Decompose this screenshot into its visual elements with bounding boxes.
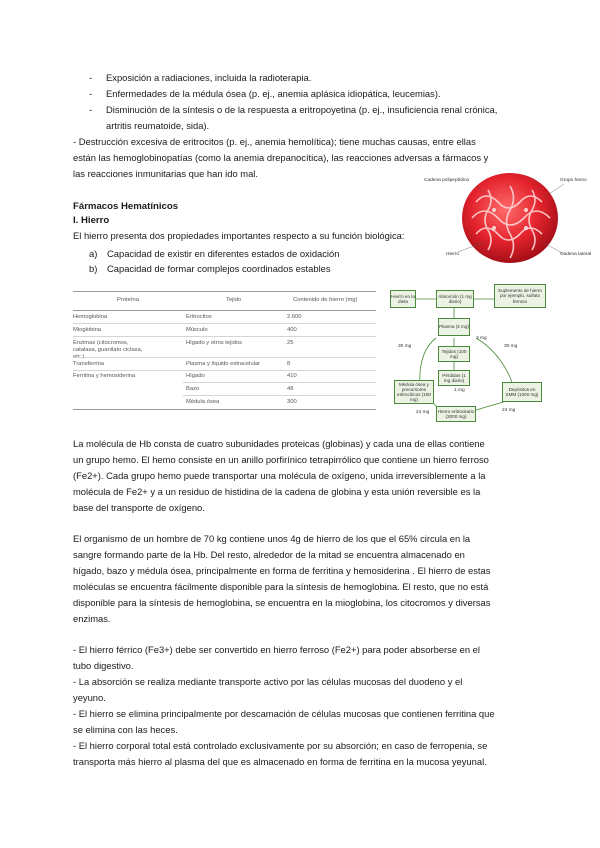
- table-cell: Enzimas (citocromos, catalasa, guanilato ciclasa, etc.): [73, 340, 143, 360]
- table-header-cell: Tejido: [226, 297, 242, 303]
- erythrocyte-iron-box: Hierro eritrocitario (3000 mg): [436, 406, 476, 422]
- diet-iron-box: Hierro en la dieta: [390, 290, 416, 308]
- table-cell: Transferrina: [73, 361, 105, 367]
- table-cell: Bazo: [186, 386, 200, 392]
- fact-line: - El hierro se elimina principalmente por descamación de células mucosas que contienen ferritina que: [73, 708, 495, 719]
- losses-box: Pérdidas (1 mg diario): [438, 370, 470, 386]
- deposits-box: Depósitos en SMM (1000 mg): [502, 382, 542, 402]
- table-cell: 300: [287, 399, 297, 405]
- property-text: Capacidad de formar complejos coordinados estables: [107, 263, 331, 274]
- body-paragraph-line: hígado, bazo y médula ósea, principalmente en forma de ferritina y hemosiderina . El hierro de estas: [73, 565, 491, 576]
- cause-text: Exposición a radiaciones, incluida la radioterapia.: [106, 72, 312, 83]
- hemoglobin-graphic: [414, 172, 594, 264]
- table-cell: 410: [287, 373, 297, 379]
- table-cell: Eritrocitos: [186, 314, 212, 320]
- table-cell: Hemoglobina: [73, 314, 108, 320]
- hb-paragraph-line: base del transporte de oxígeno.: [73, 502, 205, 513]
- plasma-box: Plasma (4 mg): [438, 318, 470, 336]
- body-paragraph-line: El organismo de un hombre de 70 kg contiene unos 4g de hierro de los que el 65% circula en la: [73, 533, 471, 544]
- cause-text: Disminución de la síntesis o de la respuesta a eritropoyetina (p. ej., insuficiencia renal crónica,: [106, 104, 498, 115]
- table-cell: 2.600: [287, 314, 302, 320]
- fact-line: se elimina con las heces.: [73, 724, 178, 735]
- illustration-label-chain: Cadena polipeptídica: [424, 178, 470, 183]
- marrow-box: Médula ósea y precursores eritrocíticos (150 mg): [394, 380, 434, 404]
- property-text: Capacidad de existir en diferentes estados de oxidación: [107, 248, 340, 259]
- table-header-cell: Proteína: [117, 297, 139, 303]
- body-paragraph-line: disponible para la síntesis de hemoglobina, se encuentra en la mioglobina, los citocromos y diversas: [73, 597, 491, 608]
- fact-line: tubo digestivo.: [73, 660, 134, 671]
- hb-paragraph-line: (Fe2+). Cada grupo hemo puede transportar una molécula de oxígeno, unida irreversiblemente a la: [73, 470, 486, 481]
- property-item: [89, 262, 331, 276]
- flow-label: 24 mg: [502, 408, 516, 413]
- section-title: Fármacos Hematínicos: [73, 201, 179, 212]
- document-page: - Exposición a radiaciones, incluida la radioterapia. - Enfermedades de la médula ósea (p. ej., anemia aplásica idiopática, leucemias). - Disminución de la síntesis o de la respuesta a eritropoyetina (p. ej., insuficiencia renal crónica, artritis reumatoide, sida). - Destrucción excesiva de eritrocitos (p. ej., anemia hemolítica); tiene muchas causas, entre ellas están las hemoglobinopatías (como la anemia drepanocítica), las reacciones adversas a fármacos y las reacciones inmunitarias que han ido mal. Fármacos Hematínicos I. Hierro El hierro presenta dos propiedades importantes respecto a su función biológica: a) Capacidad de existir en diferentes estados de oxidación b) Capacidad de formar complejos coordinados estables Cadena polipeptídica Grupo hemo Hierro Cadena lateral Proteína Tejido Contenido de hierro (mg) Hemoglobina Eritrocitos 2.600 Mioglobina Músculo 400 Enzimas (citocromos, catalasa, guanilato ciclasa, etc.) Hígado y otros tejidos 25 Transferrina Plasma y líquido extracelular 8 Ferritina y hemosiderina Hígado 410 Bazo 48 Médula ósea 300 Hierro en la dieta Absorción (1 mg diario) Suplemento de hierro por ejemplo, sulfato ferroso Plasma (4 mg) Tejidos (100 mg) Pérdidas (1 mg diario) Médula ósea y precursores eritrocíticos (150 mg) Depósitos en SMM (1000 mg) Hierro eritrocitario (3000 mg) 30 mg 30 mg 3 mg 1 mg 24 mg 24 mg La molécula de Hb consta de cuatro subunidades proteicas (globinas) y cada una de ellas contiene un grupo hemo. El hemo consiste en un anillo porfirínico tetrapirrólico que contiene un hierro ferroso (Fe2+). Cada grupo hemo puede transportar una molécula de oxígeno, unida irreversiblemente a la molécula de Fe2+ y a un residuo de histidina de la cadena de globina y esta unión reversible es la base del transporte de oxígeno. El organismo de un hombre de 70 kg contiene unos 4g de hierro de los que el 65% circula en la sangre formando parte de la Hb. Del resto, alrededor de la mitad se encuentra almacenado en hígado, bazo y médula ósea, principalmente en forma de ferritina y hemosiderina . El hierro de estas moléculas se encuentra fácilmente disponible para la síntesis de hemoglobina. El resto, que no está disponible para la síntesis de hemoglobina, se encuentra en la mioglobina, los citocromos y diversas enzimas. - El hierro férrico (Fe3+) debe ser convertido en hierro ferroso (Fe2+) para poder absorberse en el tubo digestivo. - La absorción se realiza mediante transporte activo por las células mucosas del duodeno y el yeyuno. - El hierro se elimina principalmente por descamación de células mucosas que contienen ferritina que se elimina con las heces. - El hierro corporal total está controlado exclusivamente por su absorción; en caso de ferropenia, se transporta más hierro al plasma del que es almacenado en forma de ferritina en la mucosa yeyunal.: [0, 0, 600, 848]
- hb-paragraph-line: molécula de Fe2+ y a un residuo de histidina de la cadena de globina y esta unión reversible es la: [73, 486, 481, 497]
- property-mark: b): [89, 263, 98, 274]
- flow-label: 24 mg: [416, 410, 430, 415]
- table-cell: Mioglobina: [73, 327, 102, 333]
- fact-line: - El hierro férrico (Fe3+) debe ser convertido en hierro ferroso (Fe2+) para poder absorberse en el: [73, 644, 480, 655]
- supplement-box: Suplemento de hierro por ejemplo, sulfato ferroso: [494, 284, 546, 308]
- table-cell: 400: [287, 327, 297, 333]
- destruction-line: - Destrucción excesiva de eritrocitos (p. ej., anemia hemolítica); tiene muchas causas, entre ellas: [73, 136, 476, 147]
- flow-label: 1 mg: [454, 388, 465, 393]
- hemoglobin-illustration: [414, 172, 594, 264]
- table-header-cell: Contenido de hierro (mg): [293, 297, 358, 303]
- table-cell: Músculo: [186, 327, 208, 333]
- table-header: [73, 291, 376, 311]
- body-paragraph-line: moléculas se encuentra fácilmente disponible para la síntesis de hemoglobina. El resto, que no está: [73, 581, 489, 592]
- property-mark: a): [89, 248, 98, 259]
- cause-text: Enfermedades de la médula ósea (p. ej., anemia aplásica idiopática, leucemias).: [106, 88, 441, 99]
- destruction-line: las reacciones inmunitarias que han ido mal.: [73, 168, 258, 179]
- illustration-label-iron: Hierro: [446, 252, 460, 257]
- illustration-label-side: Cadena lateral: [560, 252, 592, 257]
- fact-line: - La absorción se realiza mediante transporte activo por las células mucosas del duodeno y el: [73, 676, 463, 687]
- table-cell: Hígado: [186, 373, 205, 379]
- fact-line: transporta más hierro al plasma del que es almacenado en forma de ferritina en la mucosa yeyunal.: [73, 756, 487, 767]
- iron-cycle-diagram: [390, 282, 546, 422]
- flow-label: 30 mg: [504, 344, 518, 349]
- tissues-box: Tejidos (100 mg): [438, 346, 470, 362]
- table-cell: 25: [287, 340, 294, 346]
- illustration-label-heme: Grupo hemo: [560, 178, 587, 183]
- flow-label: 3 mg: [476, 336, 487, 341]
- body-paragraph-line: sangre formando parte de la Hb. Del resto, alrededor de la mitad se encuentra almacenado en: [73, 549, 465, 560]
- section-subtitle: I. Hierro: [73, 215, 110, 226]
- table-cell: 8: [287, 361, 291, 367]
- destruction-line: están las hemoglobinopatías (como la anemia drepanocítica), las reacciones adversas a fármacos y: [73, 152, 489, 163]
- body-paragraph-line: enzimas.: [73, 613, 111, 624]
- absorption-box: Absorción (1 mg diario): [436, 290, 474, 308]
- fact-line: yeyuno.: [73, 692, 106, 703]
- hb-paragraph-line: un grupo hemo. El hemo consiste en un anillo porfirínico tetrapirrólico que contiene un hierro ferroso: [73, 454, 489, 465]
- table-cell: 48: [287, 386, 294, 392]
- fact-line: - El hierro corporal total está controlado exclusivamente por su absorción; en caso de ferropenia, se: [73, 740, 488, 751]
- table-cell: Médula ósea: [186, 399, 220, 405]
- table-cell: Plasma y líquido extracelular: [186, 361, 261, 367]
- property-item: [89, 247, 340, 261]
- hb-paragraph-line: La molécula de Hb consta de cuatro subunidades proteicas (globinas) y cada una de ellas contiene: [73, 438, 485, 449]
- table-cell: Hígado y otros tejidos: [186, 340, 243, 346]
- table-cell: Ferritina y hemosiderina: [73, 373, 136, 379]
- section-intro: El hierro presenta dos propiedades importantes respecto a su función biológica:: [73, 230, 405, 241]
- cause-text: artritis reumatoide, sida).: [106, 120, 210, 131]
- flow-label: 30 mg: [398, 344, 412, 349]
